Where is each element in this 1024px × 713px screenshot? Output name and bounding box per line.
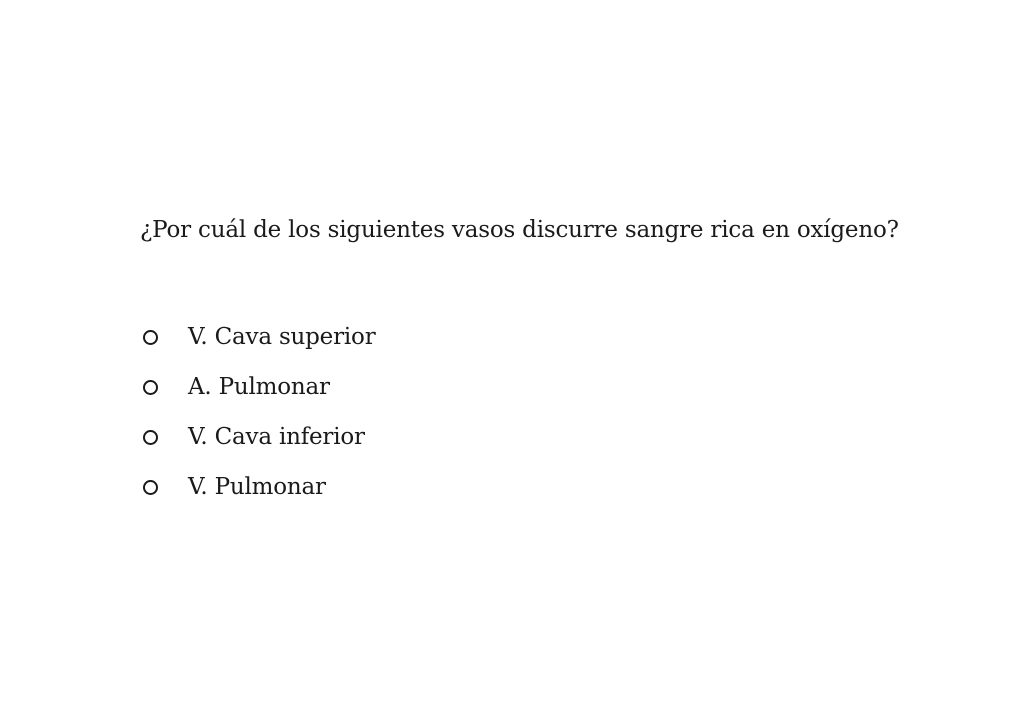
radio-button[interactable]: [143, 480, 158, 495]
answer-options: [140, 312, 940, 512]
quiz-container: [140, 212, 940, 512]
option-v-pulmonar[interactable]: [140, 462, 940, 512]
option-label[interactable]: A. Pulmonar: [188, 374, 330, 400]
option-label[interactable]: V. Pulmonar: [188, 474, 326, 500]
option-label[interactable]: V. Cava inferior: [188, 424, 365, 450]
option-a-pulmonar[interactable]: [140, 362, 940, 412]
option-label[interactable]: V. Cava superior: [188, 324, 376, 350]
question-text: ¿Por cuál de los siguientes vasos discurre sangre rica en oxígeno?: [140, 217, 899, 243]
radio-button[interactable]: [143, 380, 158, 395]
radio-button[interactable]: [143, 330, 158, 345]
option-v-cava-superior[interactable]: [140, 312, 940, 362]
option-v-cava-inferior[interactable]: [140, 412, 940, 462]
radio-button[interactable]: [143, 430, 158, 445]
